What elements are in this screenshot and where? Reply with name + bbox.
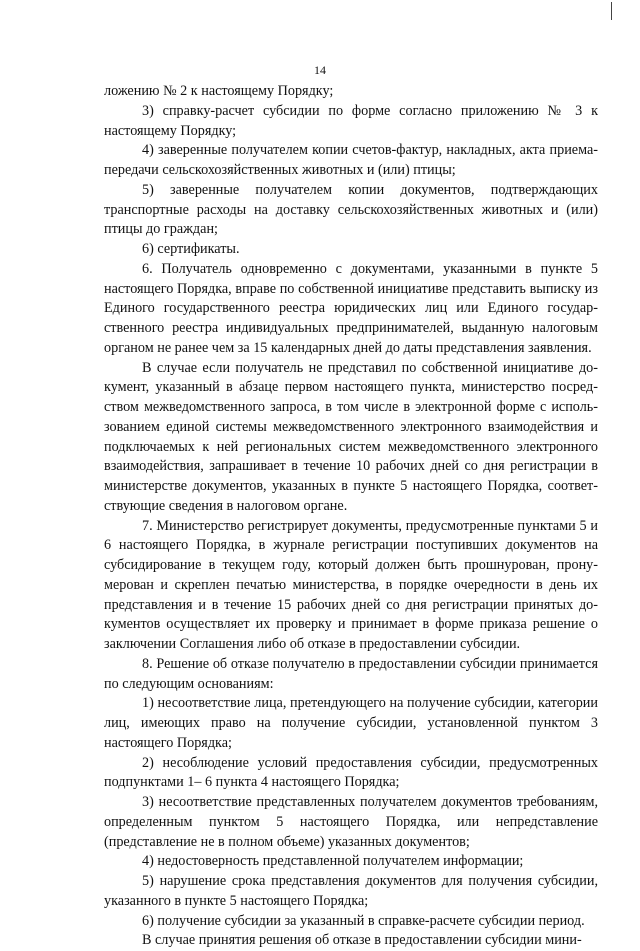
paragraph: В случае принятия решения об отказе в предоставлении субсидии мини- xyxy=(142,932,582,949)
paragraph: 3) несоответствие представленных получателем документов требованиям, определенным пунктом 5 настоящего Порядка, или непредставление (представление не в полном объеме) указанных документов; xyxy=(104,794,598,850)
paragraph: 5) нарушение срока представления документов для получения субсидии, указанного в пункте 5 настоящего Порядка; xyxy=(104,873,598,909)
paragraph: В случае если получатель не представил по собственной инициативе документ, указанный в абзаце первом настоящего пункта, министерство посредством межведомственного запроса, в том числе в электронной форме с использованием единой системы межведомственного электронного взаимодействия и подключаемых к ней региональных систем межведомственного электронного взаимодействия, запрашивает в течение 10 рабочих дней со дня регистрации в министерстве документов, указанных в пункте 5 настоящего Порядка, соответствующие сведения в налоговом органе. xyxy=(104,359,598,514)
paragraph: 3) справку-расчет субсидии по форме согласно приложению № 3 к настоящему Порядку; xyxy=(104,102,598,139)
page-number: 14 xyxy=(314,63,326,77)
paragraph: 2) несоблюдение условий предоставления субсидии, предусмотренных подпунктами 1– 6 пункта 4 настоящего Порядка; xyxy=(104,754,598,791)
paragraph: ложению № 2 к настоящему Порядку; xyxy=(104,83,334,99)
paragraph: 4) недостоверность представленной получателем информации; xyxy=(142,853,524,870)
paragraph: 1) несоответствие лица, претендующего на получение субсидии, категории лиц, имеющих право на получение субсидии, установленной пунктом 3 настоящего Порядка; xyxy=(104,695,598,751)
paragraph: 5) заверенные получателем копии документов, подтверждающих транспортные расходы на доставку сельскохозяйственных животных и (или) птицы до граждан; xyxy=(104,181,598,238)
paragraph: 6. Получатель одновременно с документами, указанными в пункте 5 настоящего Порядка, вправе по собственной инициативе представить выписку из Единого государственного реестра юридических лиц или Единого государственного реестра индивидуальных предпринимателей, выданную налоговым органом не ранее чем за 15 календарных дней до даты представления заявления. xyxy=(104,260,598,356)
paragraph: 6) сертификаты. xyxy=(142,241,240,257)
paragraph: 6) получение субсидии за указанный в справке-расчете субсидии период. xyxy=(142,912,585,929)
paragraph: 7. Министерство регистрирует документы, предусмотренные пунктами 5 и 6 настоящего Порядка, в журнале регистрации поступивших документов на субсидирование в текущем году, который должен быть прошнурован, пронумерован и скреплен печатью министерства, в порядке очередности в день их представления и в течение 15 рабочих дней со дня регистрации принятых документов осуществляет их проверку и принимает в форме приказа решение о заключении Соглашения либо об отказе в предоставлении субсидии. xyxy=(104,517,598,652)
paragraph: 8. Решение об отказе получателю в предоставлении субсидии принимается по следующим основаниям: xyxy=(104,655,598,692)
document-body xyxy=(104,82,598,951)
scan-mark xyxy=(611,2,612,20)
paragraph: 4) заверенные получателем копии счетов-фактур, накладных, акта приема-передачи сельскохозяйственных животных и (или) птицы; xyxy=(104,142,598,178)
